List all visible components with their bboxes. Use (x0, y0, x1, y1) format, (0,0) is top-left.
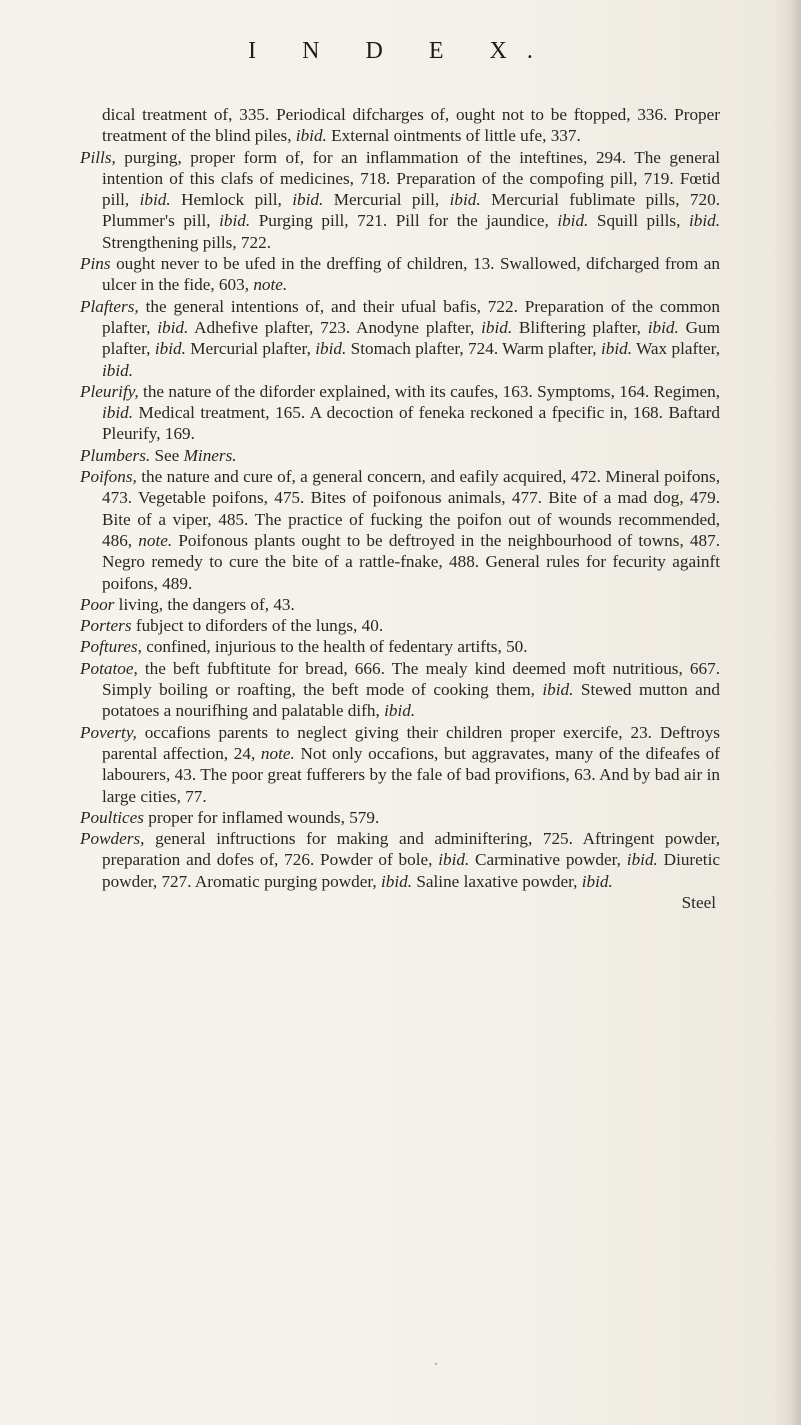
entry-text: proper for inflamed wounds, 579. (143, 807, 380, 827)
index-entry (80, 636, 720, 657)
entry-text: the general intentions of, and their ufual bafis, 722. Preparation of the common plafter, ibid. Adhefive plafter, 723. Anodyne plafter, ibid. Bliftering plafter, ibid. Gum plafter, ibid. Mercurial plafter, ibid. Stomach plafter, 724. Warm plafter, ibid. Wax plafter, ibid. (102, 296, 720, 380)
entry-keyword: Poverty, (80, 722, 137, 742)
entry-keyword: Powders, (80, 829, 145, 849)
entry-text: the nature and cure of, a general concern, and eafily acquired, 472. Mineral poifons, 473. Vegetable poifons, 475. Bites of poifonous animals, 477. Bite of a mad dog, 479. Bite of a viper, 485. The practice of fucking the poifon out of wounds recommended, 486, note. Poifonous plants ought to be deftroyed in the neighbourhood of towns, 487. Negro remedy to cure the bite of a rattle-fnake, 488. General rules for fecurity againft poifons, 489. (102, 467, 721, 593)
stray-mark: ` (434, 1360, 439, 1375)
index-entry (80, 296, 720, 381)
catchword: Steel (681, 892, 716, 912)
entry-text: occafions parents to neglect giving their children proper exercife, 23. Deftroys parental affection, 24, note. Not only occafions, but aggravates, many of the difeafes of labourers, 43. The poor great fufferers by the fale of bad provifions, 63. And by bad air in large cities, 77. (102, 722, 720, 806)
entry-text: ought never to be ufed in the dreffing of children, 13. Swallowed, difcharged from an ulcer in the fide, 603, note. (102, 254, 720, 295)
index-entry (80, 828, 720, 892)
entry-text: purging, proper form of, for an inflammation of the inteftines, 294. The general intention of this clafs of medicines, 718. Preparation of the compofing pill, 719. Fœtid pill, ibid. Hemlock pill, ibid. Mercurial pill, ibid. Mercurial fublimate pills, 720. Plummer's pill, ibid. Purging pill, 721. Pill for the jaundice, ibid. Squill pills, ibid. Strengthening pills, 722. (102, 147, 721, 252)
page-heading: I N D E X. (248, 38, 553, 64)
entry-text: the nature of the diforder explained, with its caufes, 163. Symptoms, 164. Regimen, ibid. Medical treatment, 165. A decoction of feneka reckoned a fpecific in, 168. Baftard Pleurify, 169. (102, 381, 720, 444)
index-entry (80, 445, 720, 466)
index-entry (80, 381, 720, 445)
page-edge-shadow (773, 0, 801, 1425)
index-entry (80, 147, 720, 253)
entry-keyword: Poifons, (80, 467, 137, 487)
entry-keyword: Poor (80, 594, 115, 614)
entry-text: the beft fubftitute for bread, 666. The mealy kind deemed moft nutritious, 667. Simply boiling or roafting, the beft mode of cooking them, ibid. Stewed mutton and potatoes a nourifhing and palatable difh, ibid. (102, 658, 720, 721)
index-entry (80, 466, 720, 594)
entry-keyword: Pins (80, 254, 111, 274)
entry-text: fubject to diforders of the lungs, 40. (131, 616, 384, 636)
index-body (80, 104, 720, 913)
index-entry (80, 807, 720, 828)
entry-keyword: Plumbers. (80, 445, 151, 465)
continued-entry: dical treatment of, 335. Periodical difcharges of, ought not to be ftopped, 336. Proper treatment of the blind piles, ibid. External ointments of little ufe, 337. (102, 105, 720, 146)
entry-text: general inftructions for making and adminiftering, 725. Aftringent powder, preparation and dofes of, 726. Powder of bole, ibid. Carminative powder, ibid. Diuretic powder, 727. Aromatic purging powder, ibid. Saline laxative powder, ibid. (102, 829, 720, 891)
entry-text: confined, injurious to the health of fedentary artifts, 50. (141, 637, 528, 657)
index-entry (80, 722, 720, 807)
entry-keyword: Potatoe, (80, 658, 138, 678)
index-entry (80, 658, 720, 722)
entry-text: living, the dangers of, 43. (114, 594, 295, 614)
entry-keyword: Porters (80, 616, 132, 636)
index-entry (80, 594, 720, 615)
entry-keyword: Plafters, (80, 296, 139, 316)
entry-keyword: Pills, (80, 147, 116, 167)
index-entry (80, 615, 720, 636)
entry-keyword: Poftures, (80, 637, 142, 657)
index-entry (80, 253, 720, 296)
entry-keyword: Poultices (80, 807, 144, 827)
entry-keyword: Pleurify, (80, 381, 139, 401)
entry-text: See Miners. (150, 445, 237, 465)
